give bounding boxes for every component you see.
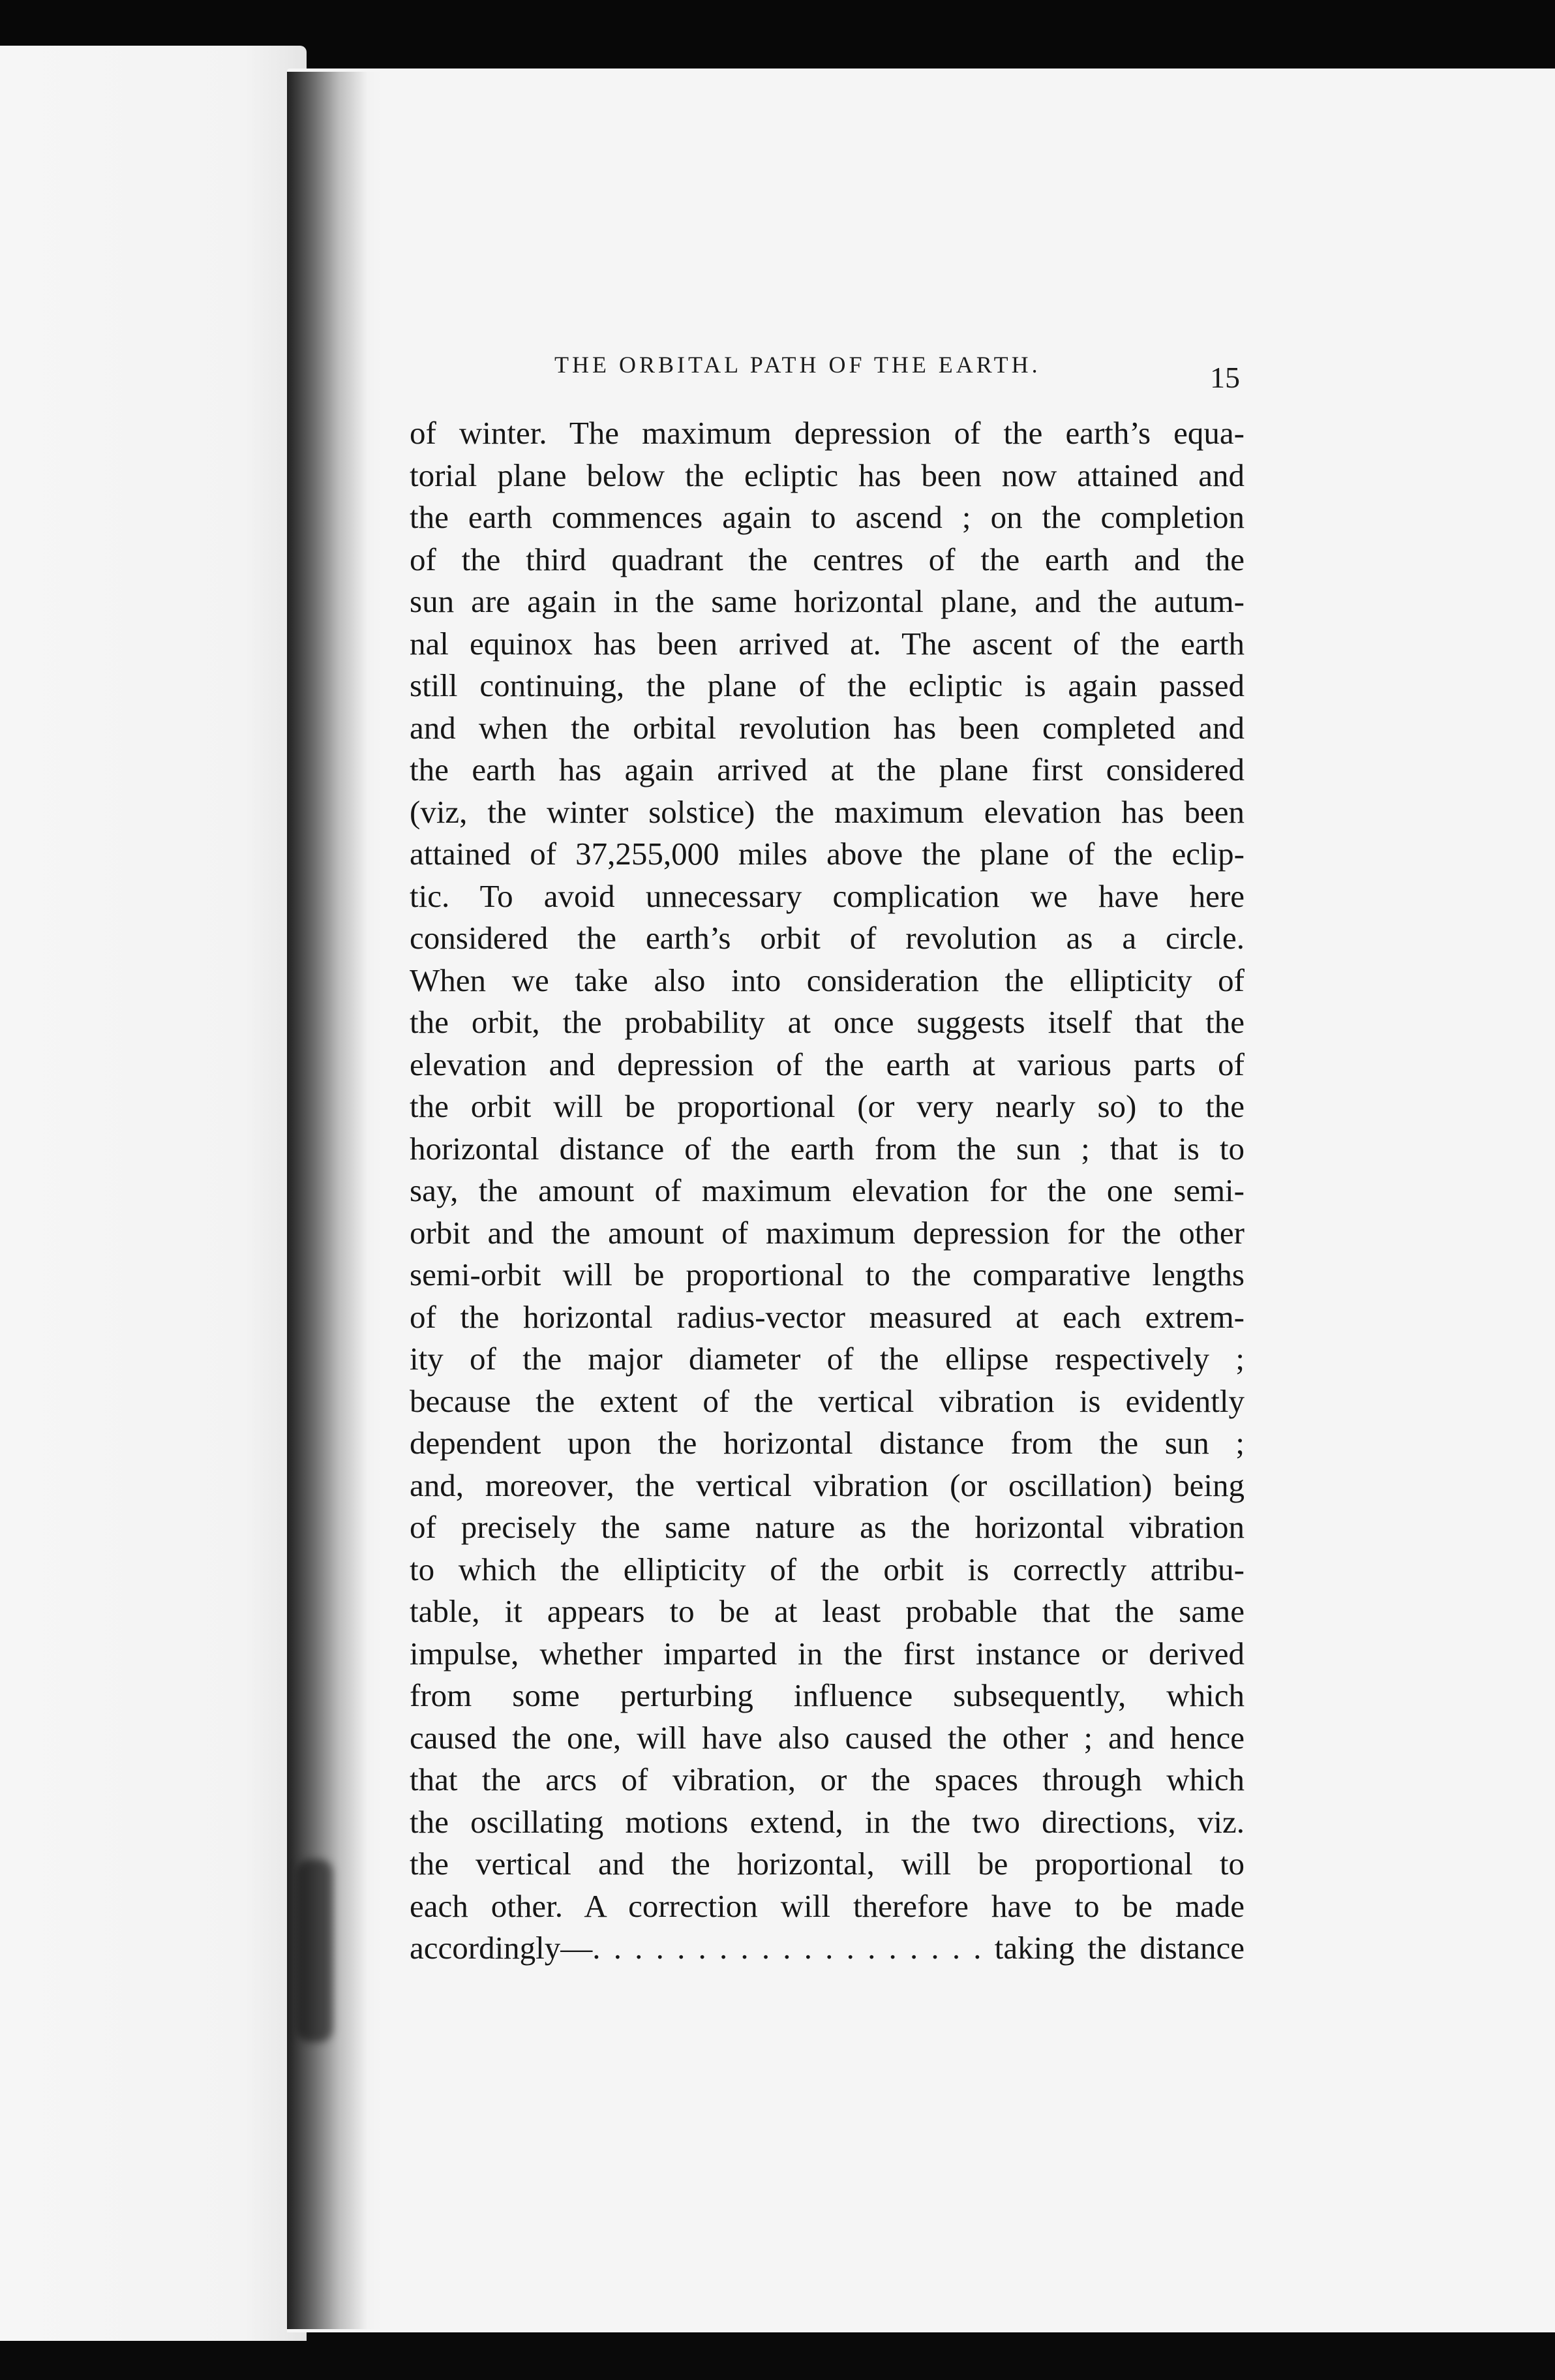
running-head: THE ORBITAL PATH OF THE EARTH. bbox=[554, 352, 1041, 378]
text-line: each other. A correction will therefore have to be made bbox=[410, 1887, 1245, 1924]
page-number: 15 bbox=[1210, 361, 1240, 394]
text-line: semi-orbit will be proportional to the comparative lengths bbox=[410, 1257, 1245, 1292]
text-line: say, the amount of maximum elevation for the one semi- bbox=[410, 1172, 1245, 1208]
text-line: nal equinox has been arrived at. The ascent of the earth bbox=[410, 625, 1245, 662]
text-line: the vertical and the horizontal, will be proportional to bbox=[410, 1846, 1245, 1882]
text-line: tic. To avoid unnecessary complication we have here bbox=[410, 877, 1245, 914]
text-line: of winter. The maximum depression of the earth’s equa- bbox=[410, 415, 1245, 451]
text-line: the orbit will be proportional (or very nearly so) to the bbox=[410, 1088, 1245, 1124]
text-line: dependent upon the horizontal distance from the sun ; bbox=[410, 1425, 1245, 1461]
text-line: considered the earth’s orbit of revolution as a circle. bbox=[410, 920, 1245, 956]
text-line: elevation and depression of the earth at various parts of bbox=[410, 1046, 1245, 1082]
text-line: sun are again in the same horizontal plane, and the autum- bbox=[410, 583, 1245, 619]
text-line: the orbit, the probability at once suggests itself that the bbox=[410, 1004, 1245, 1040]
text-line: of the third quadrant the centres of the earth and the bbox=[410, 541, 1245, 577]
text-line: When we take also into consideration the ellipticity of bbox=[410, 962, 1245, 998]
text-line: horizontal distance of the earth from the sun ; that is to bbox=[410, 1130, 1245, 1167]
text-line: and, moreover, the vertical vibration (or oscillation) being bbox=[410, 1467, 1245, 1503]
body-text bbox=[410, 412, 1245, 1970]
text-line: of the horizontal radius-vector measured at each extrem- bbox=[410, 1298, 1245, 1335]
text-line: still continuing, the plane of the ecliptic is again passed bbox=[410, 667, 1245, 703]
text-line: orbit and the amount of maximum depression for the other bbox=[410, 1214, 1245, 1251]
gutter-ink-blot bbox=[297, 1859, 333, 2042]
text-line: torial plane below the ecliptic has been now attained and bbox=[410, 457, 1245, 493]
text-line: to which the ellipticity of the orbit is correctly attribu- bbox=[410, 1551, 1245, 1587]
text-line: (viz, the winter solstice) the maximum elevation has been bbox=[410, 793, 1245, 830]
text-line: the earth commences again to ascend ; on the completion bbox=[410, 499, 1245, 535]
text-line: the earth has again arrived at the plane first considered bbox=[410, 752, 1245, 787]
text-line: impulse, whether imparted in the first instance or derived bbox=[410, 1635, 1245, 1671]
text-line: from some perturbing influence subsequently, which bbox=[410, 1677, 1245, 1713]
text-line: of precisely the same nature as the horizontal vibration bbox=[410, 1509, 1245, 1545]
text-line: caused the one, will have also caused the other ; and hence bbox=[410, 1719, 1245, 1756]
text-line: accordingly—. . . . . . . . . . . . . . . . . . . taking the distance bbox=[410, 1930, 1245, 1966]
text-line: and when the orbital revolution has been completed and bbox=[410, 709, 1245, 746]
text-line: attained of 37,255,000 miles above the plane of the eclip- bbox=[410, 836, 1245, 872]
text-line: ity of the major diameter of the ellipse respectively ; bbox=[410, 1341, 1245, 1377]
scan-bottom-border bbox=[0, 2341, 1555, 2380]
text-line: because the extent of the vertical vibration is evidently bbox=[410, 1382, 1245, 1419]
left-page-blank bbox=[0, 46, 307, 2342]
text-line: the oscillating motions extend, in the two directions, viz. bbox=[410, 1803, 1245, 1840]
text-line: table, it appears to be at least probable that the same bbox=[410, 1593, 1245, 1629]
text-line: that the arcs of vibration, or the spaces through which bbox=[410, 1762, 1245, 1797]
